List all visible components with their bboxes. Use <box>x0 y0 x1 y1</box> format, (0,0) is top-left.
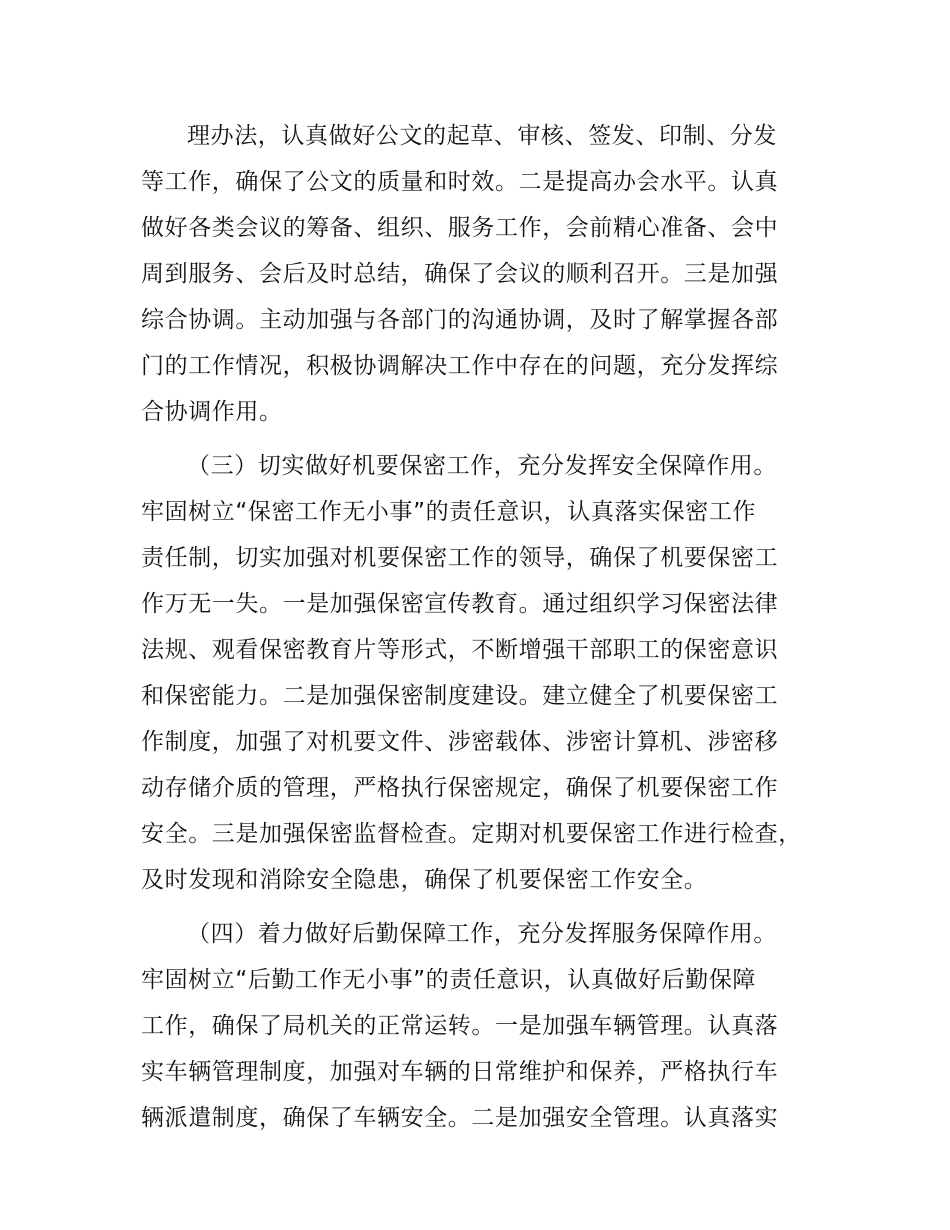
text-line: 理办法，认真做好公文的起草、审核、签发、印制、分发 <box>187 123 777 149</box>
text-line: 辆派遣制度，确保了车辆安全。二是加强安全管理。认真落实 <box>141 1105 779 1131</box>
text-line: 做好各类会议的筹备、组织、服务工作，会前精心准备、会中 <box>141 215 779 241</box>
text-line: 牢固树立“后勤工作无小事”的责任意识，认真做好后勤保障 <box>141 967 757 993</box>
text-line: 等工作，确保了公文的质量和时效。二是提高办会水平。认真 <box>141 169 779 195</box>
section-heading-line: （四）着力做好后勤保障工作，充分发挥服务保障作用。 <box>187 921 777 947</box>
text-line: 责任制，切实加强对机要保密工作的领导，确保了机要保密工 <box>141 545 779 571</box>
text-line: 作万无一失。一是加强保密宣传教育。通过组织学习保密法律 <box>141 591 779 617</box>
text-line: 门的工作情况，积极协调解决工作中存在的问题，充分发挥综 <box>141 353 779 379</box>
paragraph-spacer <box>141 435 831 443</box>
section-heading-line: （三）切实做好机要保密工作，充分发挥安全保障作用。 <box>187 453 777 479</box>
paragraph-spacer <box>141 903 831 911</box>
text-line: 及时发现和消除安全隐患，确保了机要保密工作安全。 <box>141 867 708 893</box>
text-line: 实车辆管理制度，加强对车辆的日常维护和保养，严格执行车 <box>141 1059 779 1085</box>
text-line: 和保密能力。二是加强保密制度建设。建立健全了机要保密工 <box>141 683 779 709</box>
text-line: 工作，确保了局机关的正常运转。一是加强车辆管理。认真落 <box>141 1013 779 1039</box>
text-line: 动存储介质的管理，严格执行保密规定，确保了机要保密工作 <box>141 775 779 801</box>
text-line: 综合协调。主动加强与各部门的沟通协调，及时了解掌握各部 <box>141 307 779 333</box>
paragraph-3 <box>141 911 831 1141</box>
text-line: 作制度，加强了对机要文件、涉密载体、涉密计算机、涉密移 <box>141 729 779 755</box>
document-body <box>141 113 831 1141</box>
text-line: 法规、观看保密教育片等形式，不断增强干部职工的保密意识 <box>141 637 779 663</box>
text-line: 合协调作用。 <box>141 399 283 425</box>
text-line: 安全。三是加强保密监督检查。定期对机要保密工作进行检查， <box>141 821 802 847</box>
text-line: 牢固树立“保密工作无小事”的责任意识，认真落实保密工作 <box>141 499 757 525</box>
text-line: 周到服务、会后及时总结，确保了会议的顺利召开。三是加强 <box>141 261 779 287</box>
paragraph-2 <box>141 443 831 903</box>
paragraph-1 <box>141 113 831 435</box>
